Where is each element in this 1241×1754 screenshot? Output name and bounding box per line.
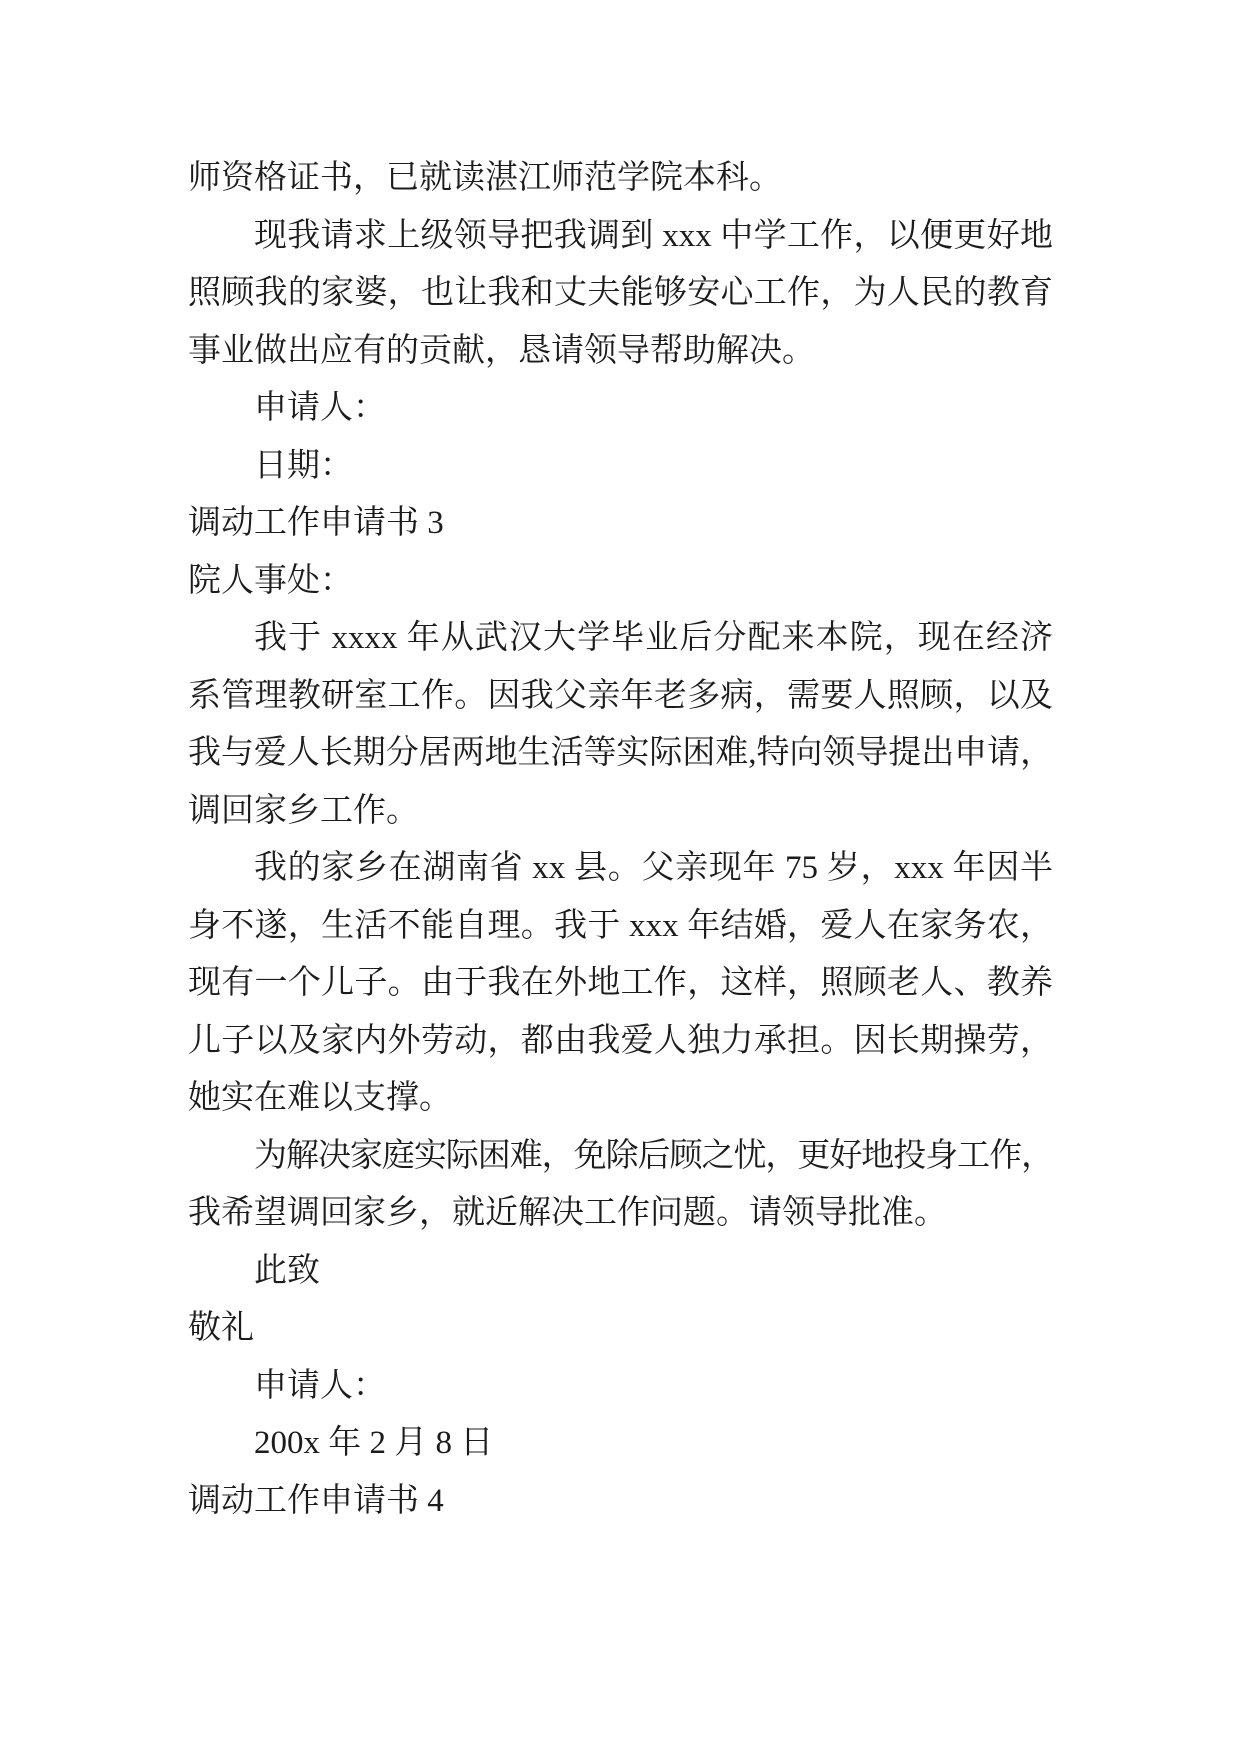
- paragraph-line: 儿子以及家内外劳动，都由我爱人独力承担。因长期操劳，: [188, 1022, 1053, 1059]
- paragraph-line: 师资格证书，已就读湛江师范学院本科。: [188, 160, 782, 196]
- letter-heading: 调动工作申请书 4: [188, 1482, 444, 1519]
- paragraph-line: 身不遂，生活不能自理。我于 xxx 年结婚，爱人在家务农，: [188, 907, 1053, 944]
- paragraph-line: 她实在难以支撑。: [188, 1080, 452, 1116]
- letter-heading: 调动工作申请书 3: [188, 505, 444, 541]
- signature-block: [188, 380, 1053, 495]
- paragraph-line: 我于 xxxx 年从武汉大学毕业后分配来本院，现在经济: [254, 620, 1053, 656]
- applicant-label: 申请人：: [254, 390, 386, 426]
- regards: 敬礼: [188, 1310, 254, 1346]
- paragraph-line: 事业做出应有的贡献，恳请领导帮助解决。: [188, 332, 815, 369]
- paragraph-line: 现我请求上级领导把我调到 xxx 中学工作，以便更好地: [254, 217, 1053, 254]
- date-label: 日期：: [254, 447, 353, 484]
- paragraph: [188, 208, 1053, 381]
- paragraph: [188, 840, 1053, 1128]
- salutation: 院人事处：: [188, 562, 353, 599]
- paragraph: [188, 1128, 1053, 1243]
- signature-block: [188, 1358, 1053, 1473]
- paragraph-line: 系管理教研室工作。因我父亲年老多病，需要人照顾，以及: [188, 677, 1053, 714]
- paragraph-line: 照顾我的家婆，也让我和丈夫能够安心工作，为人民的教育: [188, 275, 1053, 311]
- paragraph-line: 调回家乡工作。: [188, 792, 419, 829]
- paragraph-line: 我希望调回家乡，就近解决工作问题。请领导批准。: [188, 1195, 947, 1231]
- paragraph: [188, 610, 1053, 840]
- paragraph-line: 现有一个儿子。由于我在外地工作，这样，照顾老人、教养: [188, 965, 1053, 1001]
- paragraph-line: 我的家乡在湖南省 xx 县。父亲现年 75 岁，xxx 年因半: [254, 850, 1053, 886]
- paragraph-line: 我与爱人长期分居两地生活等实际困难,特向领导提出申请，: [188, 735, 1053, 771]
- applicant-label: 申请人：: [254, 1367, 386, 1404]
- document-body: [188, 150, 1053, 1530]
- paragraph: [188, 150, 1053, 208]
- signature-date: 200x 年 2 月 8 日: [254, 1425, 494, 1461]
- closing: 此致: [254, 1252, 320, 1289]
- paragraph-line: 为解决家庭实际困难，免除后顾之忧，更好地投身工作，: [254, 1137, 1053, 1174]
